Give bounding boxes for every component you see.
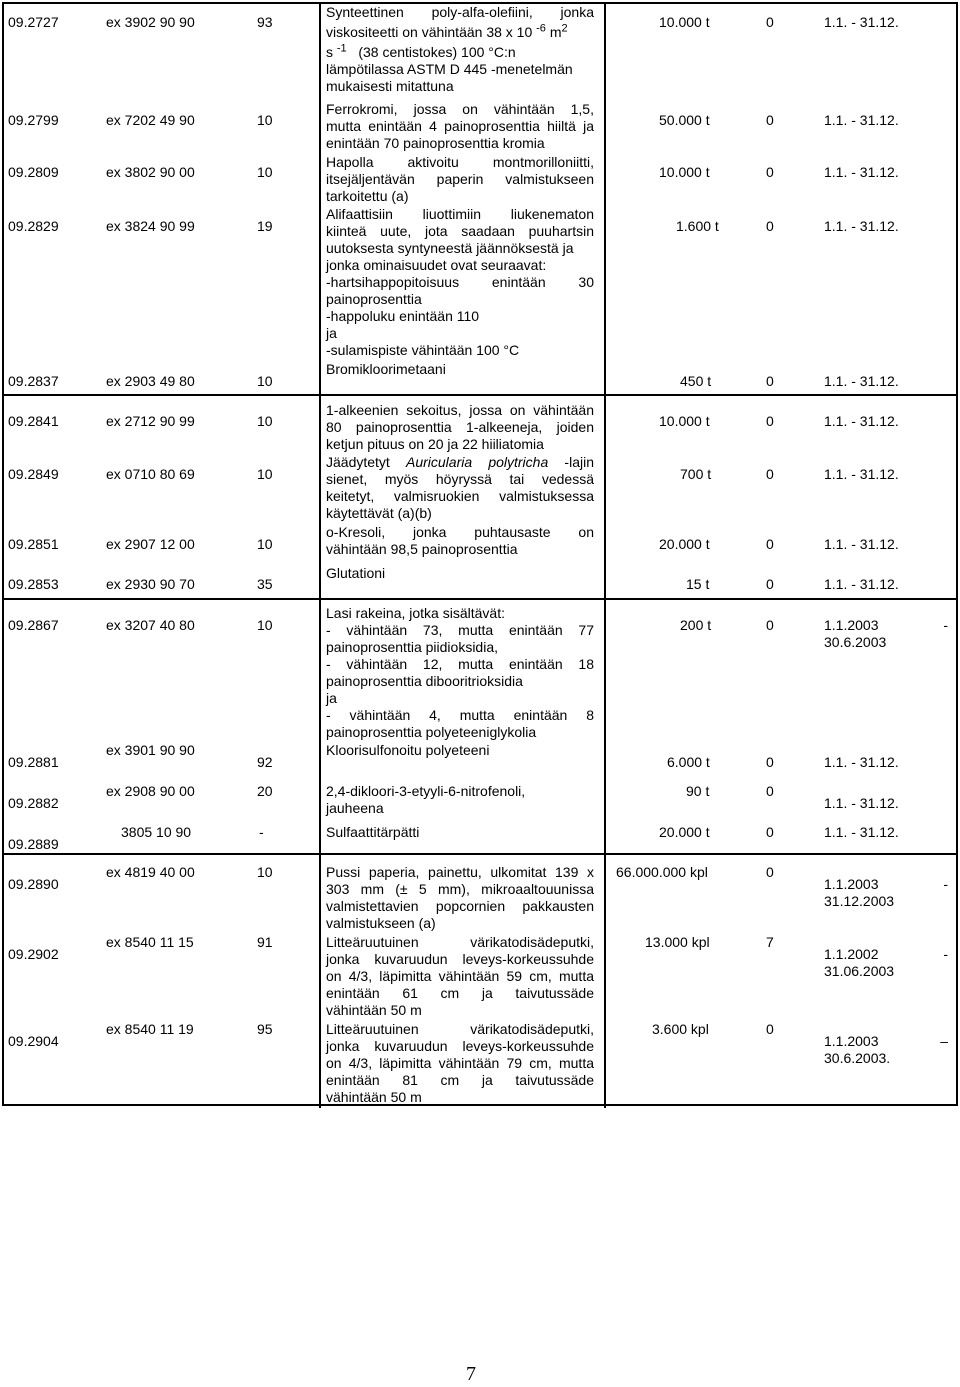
quota-number: 09.2904 xyxy=(8,1033,59,1049)
taric-code: 20 xyxy=(257,783,273,799)
taric-code: 10 xyxy=(257,466,273,482)
quota-volume: 10.000 t xyxy=(659,164,710,180)
duty-rate: 7 xyxy=(766,934,774,950)
description xyxy=(326,101,594,152)
desc-line: Lasi rakeina, jotka sisältävät: xyxy=(326,605,505,621)
quota-number: 09.2849 xyxy=(8,466,59,482)
taric-code: 19 xyxy=(257,218,273,234)
quota-number: 09.2882 xyxy=(8,795,59,811)
quota-period: 1.1.2002 - xyxy=(824,946,948,962)
quota-period: 1.1. - 31.12. xyxy=(824,754,899,770)
desc-line xyxy=(326,24,594,41)
quota-period-end: 30.6.2003. xyxy=(824,1050,891,1066)
quota-period-end: 31.12.2003 xyxy=(824,893,895,909)
quota-number: 09.2841 xyxy=(8,413,59,429)
cn-code: 3805 10 90 xyxy=(121,824,192,840)
quota-period: 1.1. - 31.12. xyxy=(824,112,899,128)
desc-line: on 4/3, läpimitta vähintään 79 cm, mutta xyxy=(326,1055,594,1071)
desc-line: - vähintään 12, mutta enintään 18 xyxy=(326,656,594,672)
duty-rate: 0 xyxy=(766,413,774,429)
superscript: -1 xyxy=(336,42,347,55)
quota-period: 1.1. - 31.12. xyxy=(824,824,899,840)
unit: m xyxy=(549,24,562,40)
desc-line: jonka kuvaruudun leveys-korkeussuhde xyxy=(326,1038,594,1054)
desc-line: vähintään 98,5 painoprosenttia xyxy=(326,541,518,557)
quota-volume: 3.600 kpl xyxy=(652,1021,709,1037)
desc-line: vähintään 50 m xyxy=(326,1089,422,1105)
duty-rate: 0 xyxy=(766,1021,774,1037)
desc-line: käytettävät (a)(b) xyxy=(326,505,432,521)
quota-number: 09.2851 xyxy=(8,536,59,552)
quota-volume: 700 t xyxy=(680,466,712,482)
description xyxy=(326,454,594,522)
quota-period: 1.1. - 31.12. xyxy=(824,14,899,30)
duty-rate: 0 xyxy=(766,164,774,180)
desc-fragment: (38 centistokes) 100 °C:n xyxy=(358,44,516,60)
quota-period: 1.1. - 31.12. xyxy=(824,536,899,552)
cn-code: ex 8540 11 15 xyxy=(106,934,194,950)
desc-line: Ferrokromi, jossa on vähintään 1,5, xyxy=(326,101,594,117)
desc-line: ja xyxy=(326,690,337,706)
description: Kloorisulfonoitu polyeteeni xyxy=(326,742,490,758)
duty-rate: 0 xyxy=(766,112,774,128)
taric-code: 10 xyxy=(257,112,273,128)
quota-volume: 10.000 t xyxy=(659,14,710,30)
quota-period: 1.1.2003 – xyxy=(824,1033,948,1049)
cn-code: ex 3824 90 99 xyxy=(106,218,195,234)
quota-period: 1.1. - 31.12. xyxy=(824,576,899,592)
desc-line: tarkoitettu (a) xyxy=(326,188,409,204)
desc-line: itsejäljentävän paperin valmistukseen xyxy=(326,171,594,187)
description: Bromikloorimetaani xyxy=(326,361,446,377)
quota-volume: 6.000 t xyxy=(667,754,710,770)
duty-rate: 0 xyxy=(766,14,774,30)
desc-line: enintään 61 cm ja taivutussäde xyxy=(326,985,594,1001)
desc-line: enintään 70 painoprosenttia kromia xyxy=(326,135,545,151)
desc-line: Hapolla aktivoitu montmorilloniitti, xyxy=(326,154,594,170)
species-name: Auricularia polytricha xyxy=(406,454,549,470)
quota-period-end: 30.6.2003 xyxy=(824,634,887,650)
description xyxy=(326,934,594,1019)
quota-period: 1.1. - 31.12. xyxy=(824,218,899,234)
duty-rate: 0 xyxy=(766,373,774,389)
duty-rate: 0 xyxy=(766,576,774,592)
cn-code: ex 3901 90 90 xyxy=(106,742,195,758)
quota-number: 09.2889 xyxy=(8,836,59,852)
desc-line: 1-alkeenien sekoitus, jossa on vähintään xyxy=(326,402,594,418)
desc-line: keitetyt, valmisruokien valmistuksessa xyxy=(326,488,594,504)
quota-volume: 15 t xyxy=(686,576,710,592)
quota-number: 09.2837 xyxy=(8,373,59,389)
taric-code: 10 xyxy=(257,373,273,389)
duty-rate: 0 xyxy=(766,536,774,552)
desc-line: kiinteä uute, jota saadaan puuhartsin xyxy=(326,223,594,239)
desc-line: o-Kresoli, jonka puhtausaste on xyxy=(326,524,594,540)
duty-rate: 0 xyxy=(766,754,774,770)
taric-code: 93 xyxy=(257,14,273,30)
desc-line: -sulamispiste vähintään 100 °C xyxy=(326,342,520,358)
cn-code: ex 2907 12 00 xyxy=(106,536,195,552)
desc-line xyxy=(326,454,594,471)
desc-fragment: s xyxy=(326,44,333,60)
quota-period: 1.1. - 31.12. xyxy=(824,164,899,180)
desc-line: -happoluku enintään 110 xyxy=(326,308,480,324)
desc-line: 303 mm (± 5 mm), mikroaaltouunissa xyxy=(326,881,594,897)
desc-line: - vähintään 4, mutta enintään 8 xyxy=(326,707,594,723)
quota-period: 1.1.2003 - xyxy=(824,617,948,633)
quota-number: 09.2902 xyxy=(8,946,59,962)
quota-number: 09.2799 xyxy=(8,112,59,128)
desc-line: mutta enintään 4 painoprosenttia hiiltä ja xyxy=(326,118,594,134)
cn-code: ex 0710 80 69 xyxy=(106,466,195,482)
description xyxy=(326,206,594,359)
taric-code: 35 xyxy=(257,576,273,592)
column-divider xyxy=(604,4,606,1108)
quota-number: 09.2809 xyxy=(8,164,59,180)
desc-line: lämpötilassa ASTM D 445 -menetelmän xyxy=(326,61,573,77)
desc-line: ketjun pituus on 20 ja 22 hiiliatomia xyxy=(326,436,544,452)
description xyxy=(326,783,594,817)
quota-period: 1.1. - 31.12. xyxy=(824,795,899,811)
cn-code: ex 4819 40 00 xyxy=(106,864,195,880)
taric-code: 10 xyxy=(257,617,273,633)
desc-line: Litteäruutuinen värikatodisädeputki, xyxy=(326,1021,594,1037)
duty-rate: 0 xyxy=(766,824,774,840)
quota-period: 1.1. - 31.12. xyxy=(824,466,899,482)
desc-line: - vähintään 73, mutta enintään 77 xyxy=(326,622,594,638)
superscript: 2 xyxy=(561,22,568,35)
quota-volume: 20.000 t xyxy=(659,536,710,552)
row-divider xyxy=(4,598,956,600)
desc-line: painoprosenttia piidioksidia, xyxy=(326,639,498,655)
desc-line: 2,4-dikloori-3-etyyli-6-nitrofenoli, xyxy=(326,783,526,799)
cn-code: ex 3902 90 90 xyxy=(106,14,195,30)
desc-line: painoprosenttia xyxy=(326,291,422,307)
row-divider xyxy=(4,853,956,855)
desc-line: jauheena xyxy=(326,800,384,816)
quota-volume: 13.000 kpl xyxy=(645,934,710,950)
desc-line: mukaisesti mitattuna xyxy=(326,78,454,94)
desc-line: valmistukseen (a) xyxy=(326,915,436,931)
desc-line: jonka kuvaruudun leveys-korkeussuhde xyxy=(326,951,594,967)
description xyxy=(326,402,594,453)
cn-code: ex 2908 90 00 xyxy=(106,783,195,799)
desc-line xyxy=(326,44,594,61)
quota-volume: 1.600 t xyxy=(676,218,719,234)
taric-code: 92 xyxy=(257,754,273,770)
row-divider xyxy=(4,394,956,396)
cn-code: ex 3802 90 00 xyxy=(106,164,195,180)
quota-volume: 200 t xyxy=(680,617,712,633)
desc-line: Synteettinen poly-alfa-olefiini, jonka xyxy=(326,4,594,20)
superscript: -6 xyxy=(536,22,546,35)
taric-code: - xyxy=(259,824,264,840)
taric-code: 10 xyxy=(257,413,273,429)
desc-line: painoprosenttia dibooritrioksidia xyxy=(326,673,523,689)
desc-line: vähintään 50 m xyxy=(326,1002,422,1018)
quota-volume: 90 t xyxy=(686,783,710,799)
desc-line: Litteäruutuinen värikatodisädeputki, xyxy=(326,934,594,950)
description: Sulfaattitärpätti xyxy=(326,824,420,840)
description xyxy=(326,524,594,558)
desc-line: 80 painoprosenttia 1-alkeeneja, joiden xyxy=(326,419,594,435)
quota-period-end: 31.06.2003 xyxy=(824,963,895,979)
quota-number: 09.2727 xyxy=(8,14,59,30)
taric-code: 10 xyxy=(257,864,273,880)
quota-period: 1.1. - 31.12. xyxy=(824,373,899,389)
page-number: 7 xyxy=(466,1363,476,1385)
desc-fragment: Jäädytetyt xyxy=(326,454,406,470)
cn-code: ex 2712 90 99 xyxy=(106,413,195,429)
taric-code: 95 xyxy=(257,1021,273,1037)
desc-line: valmistettavien popcornien pakkausten xyxy=(326,898,594,914)
cn-code: ex 7202 49 90 xyxy=(106,112,195,128)
quota-volume: 10.000 t xyxy=(659,413,710,429)
duty-rate: 0 xyxy=(766,466,774,482)
quota-volume: 450 t xyxy=(680,373,712,389)
duty-rate: 0 xyxy=(766,783,774,799)
cn-code: ex 2903 49 80 xyxy=(106,373,195,389)
desc-line: enintään 81 cm ja taivutussäde xyxy=(326,1072,594,1088)
desc-line: Pussi paperia, painettu, ulkomitat 139 x xyxy=(326,864,594,880)
desc-line: jonka ominaisuudet ovat seuraavat: xyxy=(326,257,547,273)
taric-code: 10 xyxy=(257,536,273,552)
column-divider xyxy=(319,4,321,1108)
quota-period: 1.1.2003 - xyxy=(824,876,948,892)
taric-code: 91 xyxy=(257,934,273,950)
desc-line: on 4/3, läpimitta vähintään 59 cm, mutta xyxy=(326,968,594,984)
desc-line: ja xyxy=(326,325,337,341)
duty-rate: 0 xyxy=(766,864,774,880)
description xyxy=(326,154,594,205)
description xyxy=(326,4,594,95)
desc-line: sienet, myös höyryssä tai vedessä xyxy=(326,471,594,487)
desc-line: -hartsihappopitoisuus enintään 30 xyxy=(326,274,594,290)
description xyxy=(326,605,594,741)
description xyxy=(326,864,594,932)
desc-line: Alifaattisiin liuottimiin liukenematon xyxy=(326,206,594,222)
description xyxy=(326,1021,594,1106)
quota-volume: 50.000 t xyxy=(659,112,710,128)
quota-number: 09.2881 xyxy=(8,754,59,770)
desc-line: uutoksesta syntyneestä jäännöksestä ja xyxy=(326,240,574,256)
quota-period: 1.1. - 31.12. xyxy=(824,413,899,429)
cn-code: ex 8540 11 19 xyxy=(106,1021,194,1037)
cn-code: ex 3207 40 80 xyxy=(106,617,195,633)
desc-fragment: viskositeetti on vähintään 38 x 10 xyxy=(326,24,533,40)
quota-volume: 66.000.000 kpl xyxy=(616,864,708,880)
quota-number: 09.2890 xyxy=(8,876,59,892)
quota-number: 09.2829 xyxy=(8,218,59,234)
duty-rate: 0 xyxy=(766,617,774,633)
taric-code: 10 xyxy=(257,164,273,180)
quota-volume: 20.000 t xyxy=(659,824,710,840)
desc-line: painoprosenttia polyeteeniglykolia xyxy=(326,724,537,740)
quota-number: 09.2867 xyxy=(8,617,59,633)
duty-rate: 0 xyxy=(766,218,774,234)
desc-fragment: -lajin xyxy=(548,454,594,470)
cn-code: ex 2930 90 70 xyxy=(106,576,195,592)
description: Glutationi xyxy=(326,565,386,581)
quota-number: 09.2853 xyxy=(8,576,59,592)
